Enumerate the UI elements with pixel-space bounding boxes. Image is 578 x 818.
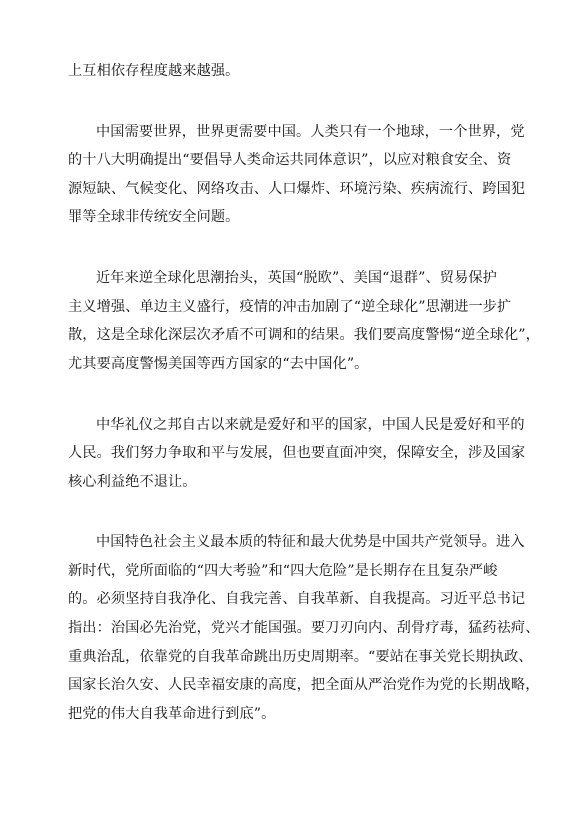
paragraph-5-line-7: 把党的伟大自我革命进行到底”。 [68, 706, 276, 722]
paragraph-3-line-2: 主义增强、单边主义盛行，疫情的冲击加剧了“逆全球化”思潮进一步扩 [68, 299, 512, 315]
paragraph-2-line-3: 源短缺、气候变化、网络攻击、人口爆炸、环境污染、疾病流行、跨国犯 [68, 181, 526, 197]
paragraph-5-line-4: 指出：治国必先治党，党兴才能国强。要刀刃向内、刮骨疗毒，猛药祛疴、 [68, 620, 540, 636]
paragraph-5-line-2: 新时代，党所面临的“四大考验”和“四大危险”是长期存在且复杂严峻 [68, 563, 498, 579]
paragraph-3-line-3: 散，这是全球化深层次矛盾不可调和的结果。我们要高度警惕“逆全球化”， [68, 327, 540, 343]
paragraph-3-line-1: 近年来逆全球化思潮抬头，英国“脱欧”、美国“退群”、贸易保护 [96, 270, 497, 286]
paragraph-4-line-2: 人民。我们努力争取和平与发展，但也要直面冲突，保障安全，涉及国家 [68, 445, 526, 461]
paragraph-2-line-4: 罪等全球非传统安全问题。 [68, 209, 240, 225]
paragraph-2-line-1: 中国需要世界，世界更需要中国。人类只有一个地球，一个世界，党 [96, 124, 525, 140]
paragraph-5-line-3: 的。必须坚持自我净化、自我完善、自我革新、自我提高。习近平总书记 [68, 591, 526, 607]
paragraph-3-line-4: 尤其要高度警惕美国等西方国家的“去中国化”。 [68, 356, 369, 372]
paragraph-5-line-1: 中国特色社会主义最本质的特征和最大优势是中国共产党领导。进入 [96, 534, 525, 550]
paragraph-1-line-1: 上互相依存程度越来越强。 [68, 63, 240, 79]
paragraph-2-line-2: 的十八大明确提出“要倡导人类命运共同体意识”，以应对粮食安全、资 [68, 152, 512, 168]
paragraph-5-line-6: 国家长治久安、人民幸福安康的高度，把全面从严治党作为党的长期战略， [68, 677, 540, 693]
paragraph-4-line-3: 核心利益绝不退让。 [68, 474, 197, 490]
paragraph-5-line-5: 重典治乱，依靠党的自我革命跳出历史周期率。“要站在事关党长期执政、 [68, 649, 533, 665]
paragraph-4-line-1: 中华礼仪之邦自古以来就是爱好和平的国家，中国人民是爱好和平的 [96, 417, 525, 433]
